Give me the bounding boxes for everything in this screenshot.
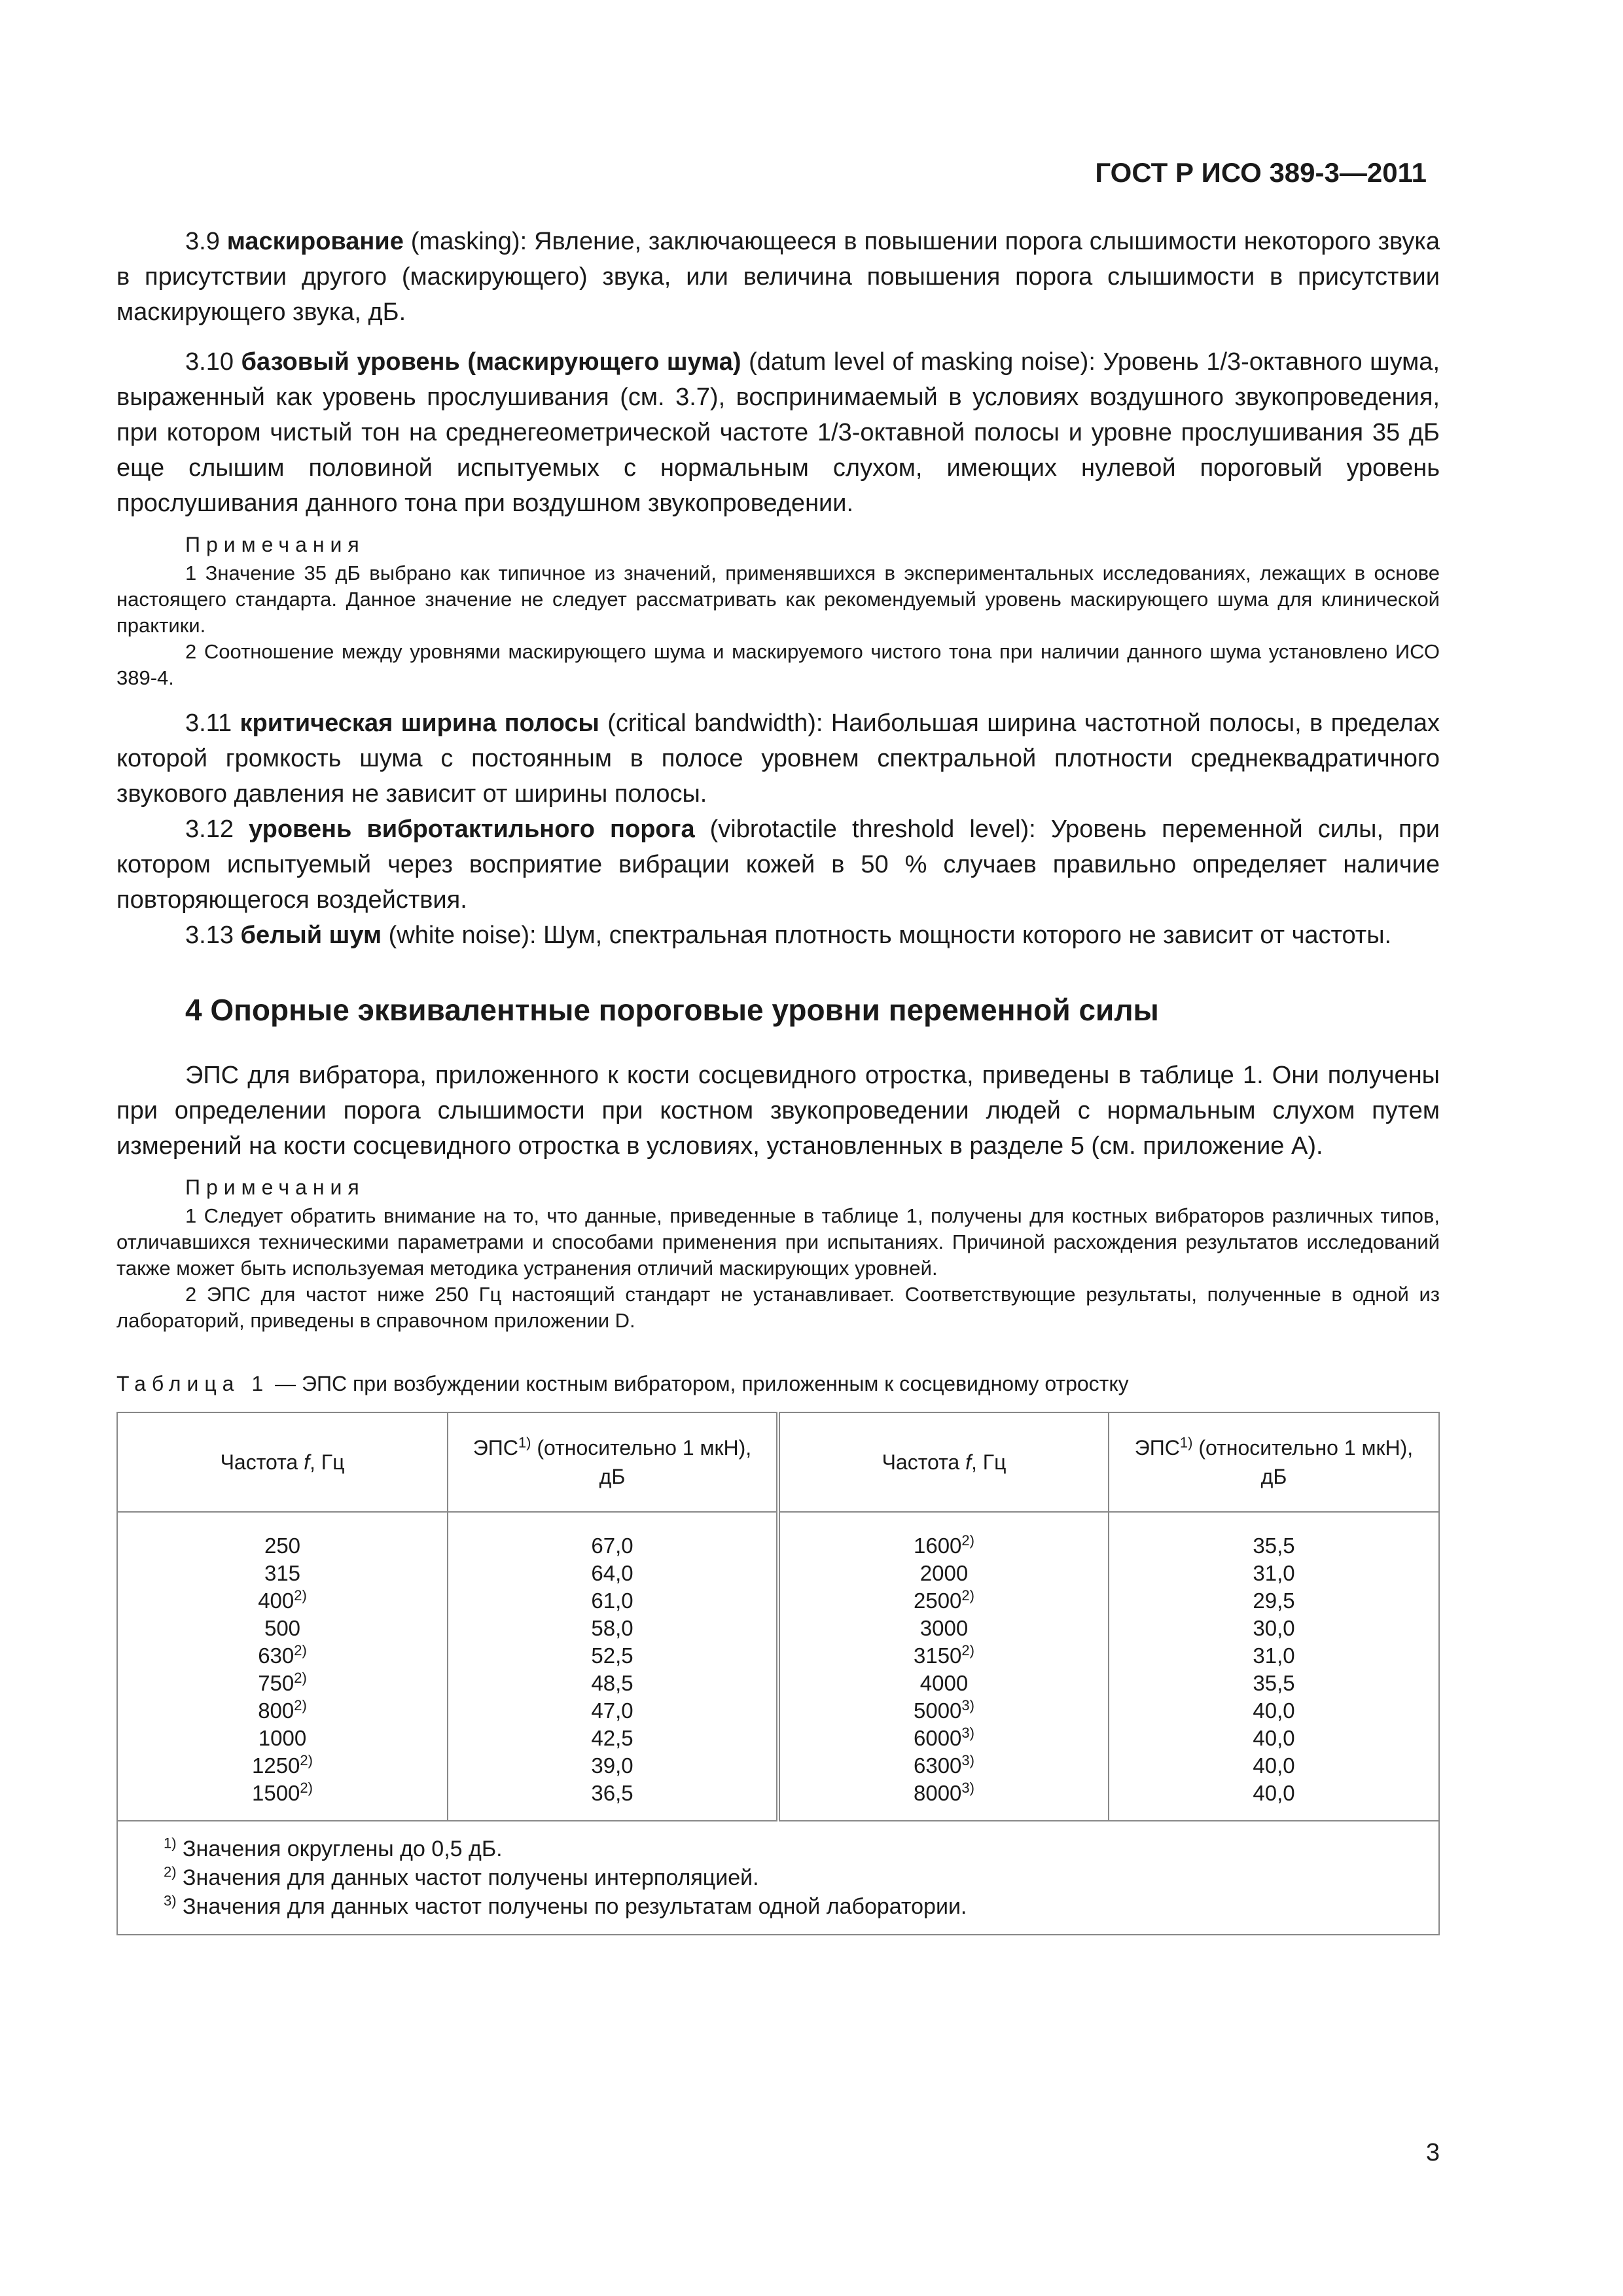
- term: белый шум: [240, 922, 382, 949]
- clause-number: 3.11: [185, 709, 240, 737]
- eps-value-cell: 58,0: [591, 1616, 633, 1640]
- eps-value-cell: 40,0: [1253, 1726, 1295, 1750]
- clause-number: 3.9: [185, 228, 227, 255]
- eps-value-cell: 64,0: [591, 1561, 633, 1585]
- frequency-cell: 1250$^{2)}$: [252, 1752, 313, 1778]
- eps-value-cell: 35,5: [1253, 1534, 1295, 1558]
- eps-value-cell: 31,0: [1253, 1561, 1295, 1585]
- term: базовый уровень (маскирующего шума): [241, 348, 741, 376]
- eps-value-cell: 36,5: [591, 1781, 633, 1805]
- frequency-cell: 750$^{2)}$: [258, 1670, 307, 1695]
- column-frequency-left: [117, 1512, 448, 1821]
- document-header: ГОСТ Р ИСО 389-3—2011: [1095, 157, 1427, 188]
- table-footnote: $^{1)}$ Значения округлены до 0,5 дБ.: [164, 1835, 503, 1861]
- frequency-cell: 630$^{2)}$: [258, 1642, 307, 1668]
- term: критическая ширина полосы: [240, 709, 599, 737]
- definition-3-13: [116, 918, 1440, 953]
- table-body-row: [117, 1512, 1439, 1821]
- frequency-cell: 400$^{2)}$: [258, 1587, 307, 1613]
- page-body: [116, 224, 1440, 1935]
- table-caption-label: Таблица 1: [116, 1372, 270, 1395]
- eps-value-cell: 40,0: [1253, 1698, 1295, 1723]
- note-1: 1 Значение 35 дБ выбрано как типичное из значений, применявшихся в экспериментальных исследованиях, лежащих в основе настоящего стандарта. Данное значение не следует рассматривать как рекомендуемый уровень маскирующего шума для клинической практики.: [116, 562, 1440, 637]
- note-1: 1 Следует обратить внимание на то, что данные, приведенные в таблице 1, получены для костных вибраторов различных типов, отличавшихся техническими параметрами и способами применения при испытаниях. Причиной расхождения результатов исследований также может быть используемая методика устранения отличий маскирующих уровней.: [116, 1204, 1440, 1280]
- eps-value-cell: 40,0: [1253, 1781, 1295, 1805]
- definition-text: (vibrotactile threshold level): Уровень переменной силы, при котором испытуемый через восприятие вибрации кожей в 50 % случаев правильно определяет наличие повторяющегося воздействия.: [116, 816, 1440, 914]
- section-paragraph: ЭПС для вибратора, приложенного к кости сосцевидного отростка, приведены в таблице 1. Они получены при определении порога слышимости при костном звукопроведении людей с нормальным слухом путем измерений на кости сосцевидного отростка в условиях, установленных в разделе 5 (см. приложение А).: [116, 1062, 1440, 1160]
- definition-text: (masking): Явление, заключающееся в повышении порога слышимости некоторого звука в присутствии другого (маскирующего) звука, или величина повышения порога слышимости в присутствии маскирующего звука, дБ.: [116, 228, 1440, 326]
- page-number: 3: [1425, 2139, 1440, 2166]
- frequency-cell: 4000: [919, 1671, 969, 1695]
- frequency-cell: 1600$^{2)}$: [914, 1532, 974, 1558]
- frequency-cell: 500: [264, 1616, 301, 1640]
- eps-value-cell: 67,0: [591, 1534, 633, 1558]
- frequency-cell: 3000: [919, 1616, 969, 1640]
- frequency-cell: 1000: [258, 1726, 307, 1750]
- definition-text: (datum level of masking noise): Уровень 1/3-октавного шума, выраженный как уровень прослушивания (см. 3.7), воспринимаемый в условиях воздушного звукопроведения, при котором чистый тон на среднегеометрической частоте 1/3-октавной полосы и уровне прослушивания 35 дБ еще слышим половиной испытуемых с нормальным слухом, имеющих нулевой пороговый уровень прослушивания данного тона при воздушном звукопроведении.: [116, 348, 1440, 517]
- data-table: [116, 1412, 1440, 1935]
- term: маскирование: [226, 228, 404, 255]
- eps-value-cell: 30,0: [1253, 1616, 1295, 1640]
- frequency-cell: 2000: [919, 1561, 969, 1585]
- clause-number: 3.12: [185, 816, 249, 843]
- frequency-cell: 2500$^{2)}$: [914, 1587, 974, 1613]
- eps-value-cell: 29,5: [1253, 1588, 1295, 1613]
- note-2: 2 Соотношение между уровнями маскирующего шума и маскируемого чистого тона при наличии данного шума установлено ИСО 389-4.: [116, 640, 1440, 689]
- eps-value-cell: 42,5: [591, 1726, 633, 1750]
- frequency-cell: 1500$^{2)}$: [252, 1780, 313, 1805]
- table-footnote-row: [117, 1821, 1439, 1935]
- column-eps-left: [448, 1512, 778, 1821]
- eps-value-cell: 48,5: [591, 1671, 633, 1695]
- eps-value-cell: 31,0: [1253, 1643, 1295, 1668]
- header-eps: ЭПС$^{1)}$ (относительно 1 мкН), дБ: [448, 1412, 778, 1512]
- column-eps-right: [1109, 1512, 1439, 1821]
- note-2: 2 ЭПС для частот ниже 250 Гц настоящий стандарт не устанавливает. Соответствующие результаты, полученные в одной из лабораторий, приведены в справочном приложении D.: [116, 1283, 1440, 1332]
- eps-value-cell: 52,5: [591, 1643, 633, 1668]
- frequency-cell: 800$^{2)}$: [258, 1697, 307, 1723]
- clause-number: 3.10: [185, 348, 241, 376]
- eps-value-cell: 61,0: [591, 1588, 633, 1613]
- section-heading: 4 Опорные эквивалентные пороговые уровни переменной силы: [185, 993, 1159, 1027]
- column-frequency-right: [778, 1512, 1109, 1821]
- eps-value-cell: 47,0: [591, 1698, 633, 1723]
- frequency-cell: 6300$^{3)}$: [914, 1752, 974, 1778]
- definition-text: (critical bandwidth): Наибольшая ширина частотной полосы, в пределах которой громкость шума с постоянным в полосе уровнем спектральной плотности среднеквадратичного звукового давления не зависит от ширины полосы.: [116, 709, 1440, 808]
- clause-number: 3.13: [185, 922, 241, 949]
- frequency-cell: 3150$^{2)}$: [914, 1642, 974, 1668]
- eps-value-cell: 40,0: [1253, 1753, 1295, 1778]
- definition-3-9: [116, 224, 1440, 330]
- table-footnote: $^{2)}$ Значения для данных частот получены интерполяцией.: [164, 1863, 759, 1890]
- definition-text: (white noise): Шум, спектральная плотность мощности которого не зависит от частоты.: [382, 922, 1392, 949]
- header-frequency: Частота f, Гц: [778, 1412, 1109, 1512]
- definition-3-10: [116, 344, 1440, 521]
- frequency-cell: 6000$^{3)}$: [914, 1725, 974, 1750]
- definition-3-11: [116, 706, 1440, 812]
- table-caption-text: — ЭПС при возбуждении костным вибратором, приложенным к сосцевидному отростку: [269, 1372, 1129, 1395]
- header-frequency: Частота f, Гц: [117, 1412, 448, 1512]
- frequency-cell: 250: [264, 1534, 301, 1558]
- table-footnotes: [117, 1821, 1439, 1935]
- eps-value-cell: 39,0: [591, 1753, 633, 1778]
- frequency-cell: 315: [264, 1561, 301, 1585]
- header-eps: ЭПС$^{1)}$ (относительно 1 мкН), дБ: [1109, 1412, 1439, 1512]
- definition-3-12: [116, 812, 1440, 918]
- table-footnote: $^{3)}$ Значения для данных частот получены по результатам одной лаборатории.: [164, 1892, 967, 1919]
- table-caption: [116, 1372, 1440, 1396]
- frequency-cell: 8000$^{3)}$: [914, 1780, 974, 1805]
- table-header-row: [117, 1412, 1439, 1512]
- eps-value-cell: 35,5: [1253, 1671, 1295, 1695]
- notes-heading: Примечания: [185, 1175, 365, 1199]
- frequency-cell: 5000$^{3)}$: [914, 1697, 974, 1723]
- term: уровень вибротактильного порога: [249, 816, 695, 843]
- notes-heading: Примечания: [185, 533, 365, 556]
